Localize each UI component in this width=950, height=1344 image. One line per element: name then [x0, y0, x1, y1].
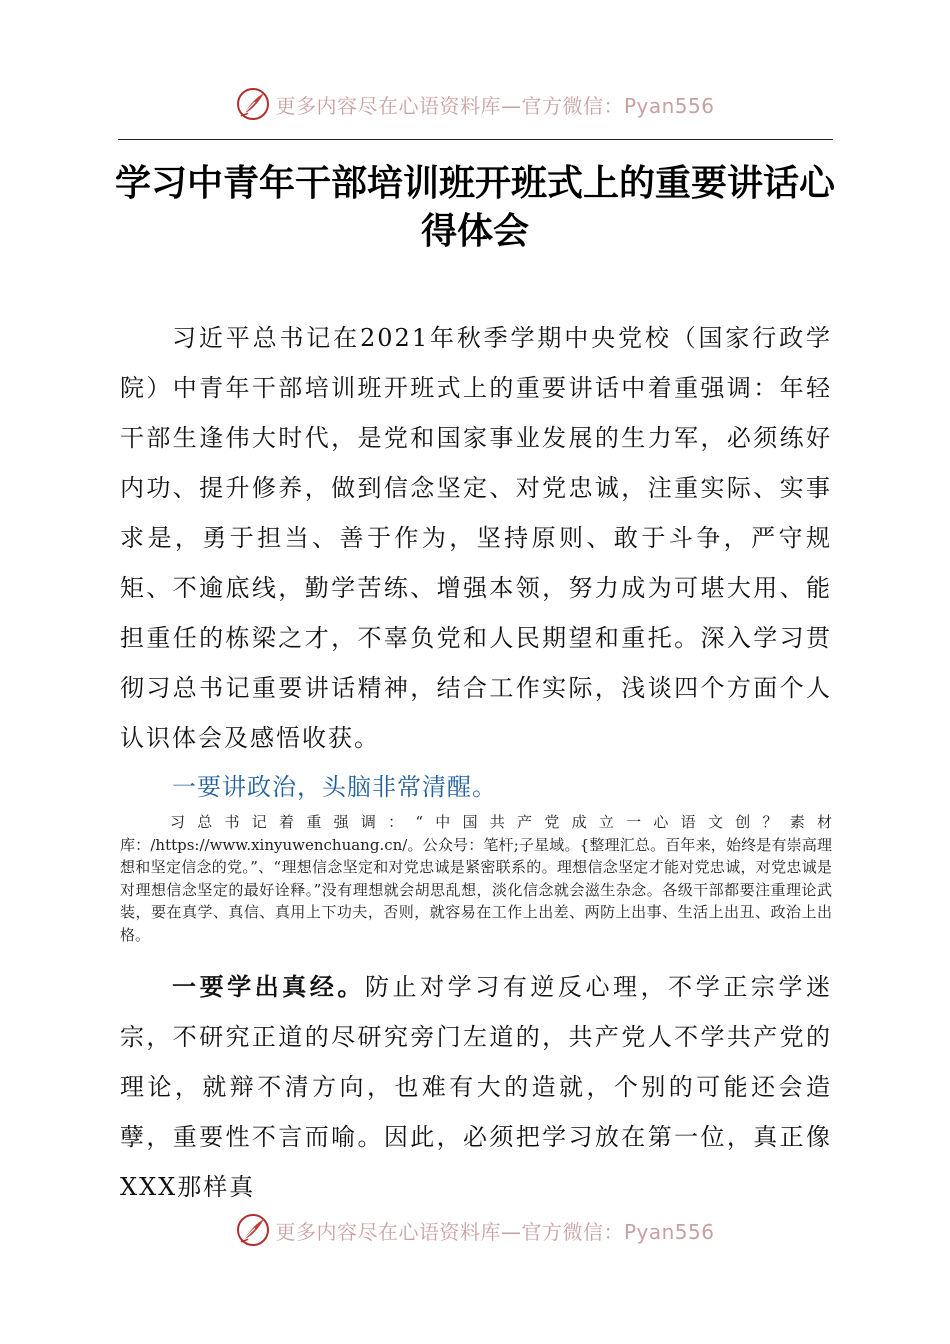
- feather-pen-logo-icon: [235, 86, 271, 122]
- banner-text: 更多内容尽在心语资料库—官方微信：Pyan556: [275, 1219, 715, 1244]
- document-title: 学习中青年干部培训班开班式上的重要讲话心得体会: [114, 163, 835, 252]
- section-heading: 一要讲政治，头脑非常清醒。: [172, 773, 497, 801]
- quote-paragraph: 习总书记着重强调：“中国共产党成立一心语文创？素材库：/https://www.xinyuwenchuang.cn/。公众号：笔杆;子星域。{整理汇总。百年来，始终是有崇高理想和坚定信念的党。”、“理想信念坚定和对党忠诚是紧密联系的。理想信念坚定才能对党忠诚，对党忠诚是对理想信念坚定的最好诠释。”没有理想就会胡思乱想，淡化信念就会滋生杂念。各级干部都要注重理论武装，要在真学、真信、真用上下功夫，否则，就容易在工作上出差、两防上出事、生活上出丑、政治上出格。: [120, 813, 832, 944]
- paragraph-intro: 习近平总书记在2021年秋季学期中央党校（国家行政学院）中青年干部培训班开班式上的重要讲话中着重强调：年轻干部生逢伟大时代，是党和国家事业发展的生力军，必须练好内功、提升修养，做到信念坚定、对党忠诚，注重实际、实事求是，勇于担当、善于作为，坚持原则、敢于斗争，严守规矩、不逾底线，勤学苦练、增强本领，努力成为可堪大用、能担重任的栋梁之才，不辜负党和人民期望和重托。深入学习贯彻习总书记重要讲话精神，结合工作实际，浅谈四个方面个人认识体会及感悟收获。: [120, 324, 832, 752]
- paragraph-body: 防止对学习有逆反心理，不学正宗学迷宗，不研究正道的尽研究旁门左道的，共产党人不学共产党的理论，就辩不清方向，也难有大的造就，个别的可能还会造孽，重要性不言而喻。因此，必须把学习放在第一位，真正像XXX那样真: [120, 973, 833, 1201]
- paragraph-lead: 一要学出真经。: [172, 973, 365, 1001]
- paragraph-study: [120, 962, 832, 1212]
- footer-banner: [0, 1208, 950, 1252]
- banner-text: 更多内容尽在心语资料库—官方微信：Pyan556: [275, 93, 715, 118]
- feather-pen-logo-icon: [235, 1212, 271, 1248]
- header-banner: [0, 82, 950, 126]
- header-divider: [118, 139, 833, 140]
